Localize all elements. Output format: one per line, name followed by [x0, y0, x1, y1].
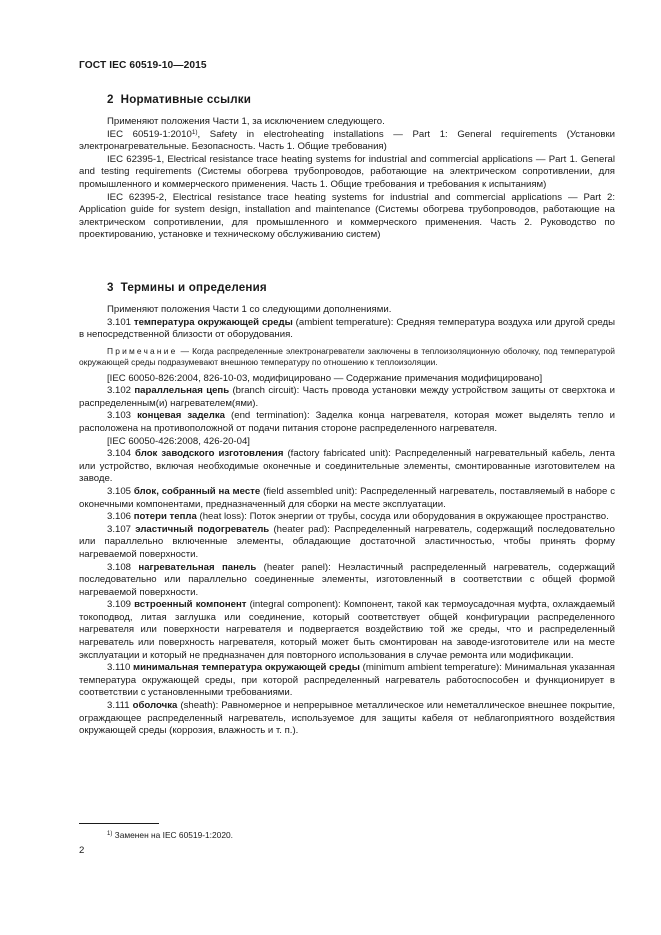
term-number: 3.102 — [107, 385, 132, 397]
term-3-105 — [79, 486, 615, 511]
term-title: минимальная температура окружающей среды — [133, 662, 360, 674]
term-definition: (end termination): Заделка конца нагревателя, которая может выделять тепло и расположена на противоположной от подачи питания стороне распределенного нагревателя. — [79, 410, 616, 434]
section-2-ref-62395-2: IEC 62395-2, Electrical resistance trace heating systems for industrial and commercial applications — Part 2: Application guide for system design, installation and maintenance (Системы обогрева трубопроводов, работающие на электрическом сопротивлении, для промышленного и коммерческого применения. Часть 2. Руководство по проектированию, установке и техническому обслуживанию систем) — [79, 191, 615, 241]
term-definition: (sheath): Равномерное и непрерывное металлическое или неметаллическое внешнее покрытие, ограждающее распределенный нагреватель, используемое для защиты кабеля от неблагоприятного воздействия окружающей среды (коррозия, влажность и т. п.). — [79, 700, 615, 737]
term-title: эластичный подогреватель — [135, 523, 270, 535]
term-definition: (heat loss): Поток энергии от трубы, сосуда или оборудования в окружающее пространство. — [196, 511, 609, 523]
term-3-110 — [79, 662, 615, 700]
section-2-heading — [107, 93, 615, 106]
term-3-101 — [79, 317, 615, 342]
section-2-number: 2 — [107, 93, 114, 106]
footnote — [107, 830, 233, 840]
term-definition: (field assembled unit): Распределенный нагреватель, поставляемый в наборе с оконечными компонентами, предназначенный для сборки на месте эксплуатации. — [79, 485, 615, 510]
section-3-heading — [107, 281, 615, 294]
term-title: блок заводского изготовления — [135, 448, 284, 460]
term-number: 3.103 — [107, 410, 132, 422]
section-2-intro: Применяют положения Части 1, за исключением следующего. — [107, 116, 385, 127]
term-3-106 — [79, 511, 615, 524]
term-number: 3.101 — [107, 316, 132, 328]
term-title: блок, собранный на месте — [133, 485, 261, 497]
term-title: оболочка — [132, 700, 178, 712]
term-3-104 — [79, 448, 615, 486]
term-number: 3.107 — [107, 523, 132, 535]
section-2-title: Нормативные ссылки — [120, 93, 252, 106]
term-number: 3.110 — [107, 662, 131, 674]
term-title: потери тепла — [133, 511, 197, 523]
term-title: нагревательная панель — [138, 561, 257, 573]
document-header: ГОСТ IEC 60519-10—2015 — [79, 60, 207, 71]
section-2-ref-60519 — [79, 129, 615, 154]
term-number: 3.106 — [107, 511, 132, 523]
term-3-101-source: [IEC 60050-826:2004, 826-10-03, модифицировано — Содержание примечания модифицировано] — [107, 372, 543, 384]
section-3-number: 3 — [107, 281, 114, 294]
term-definition: (integral component): Компонент, такой как термоусадочная муфта, охлаждаемый токоподвод, литая заглушка или соединение, который соответствует общей конфигурации распределенного нагревателя или поверхности нагревателя и подвергается воздействию той же среды, что и распределенный нагреватель или поверхность нагревателя, который может быть смонтирован на заводе-изготовителе или на месте эксплуатации и который не предназначен для повторного использования в случае ремонта или модификации. — [79, 599, 615, 661]
term-definition: (heater pad): Распределенный нагреватель, содержащий последовательно или параллельно включенные элементы, обладающие достаточной эластичностью, чтобы принять форму нагреваемой поверхности. — [79, 523, 615, 560]
term-number: 3.104 — [107, 448, 132, 460]
term-definition: (heater panel): Неэластичный распределенный нагреватель, содержащий последовательно или параллельно соединенные элементы, изготовленный в соответствии с общей формой нагреваемой поверхности. — [79, 561, 616, 598]
footnote-text: Заменен на IEC 60519-1:2020. — [114, 830, 233, 840]
page-number: 2 — [79, 845, 85, 856]
term-definition: (factory fabricated unit): Распределенный нагревательный кабель, лента или устройство, включая необходимые оконечные и соединительные элементы, смонтированные изготовителем на заводе. — [79, 448, 615, 485]
section-3-title: Термины и определения — [120, 281, 267, 294]
section-2-ref-62395-1: IEC 62395-1, Electrical resistance trace heating systems for industrial and commercial applications — Part 1. General and testing requirements (Системы обогрева трубопроводов, работающие на электрическом сопротивлении, для промышленного и коммерческого применения. Часть 1. Общие требования и требования к испытаниям) — [79, 153, 615, 190]
term-3-102 — [79, 385, 615, 410]
term-3-101-note — [79, 346, 615, 369]
footnote-mark: 1) — [107, 831, 113, 837]
ref-text: , Safety in electroheating installations — Part 1: General requirements (Установки электронагревательные. Безопасность. Часть 1. Общие требования) — [79, 128, 616, 153]
section-3-intro: Применяют положения Части 1 со следующими дополнениями. — [107, 304, 392, 315]
term-title: концевая заделка — [137, 410, 226, 422]
term-3-103-source: [IEC 60050-426:2008, 426-20-04] — [107, 435, 250, 447]
term-3-108 — [79, 562, 615, 600]
term-3-107 — [79, 524, 615, 562]
term-title: температура окружающей среды — [133, 316, 293, 328]
term-definition: (ambient temperature): Средняя температура воздуха или другой среды в непосредственной близости от оборудования. — [79, 316, 615, 341]
term-number: 3.105 — [107, 485, 132, 497]
term-number: 3.111 — [107, 700, 130, 712]
term-title: параллельная цепь — [134, 385, 230, 397]
term-3-109 — [79, 599, 615, 662]
section-normative-references — [79, 93, 615, 242]
term-title: встроенный компонент — [134, 599, 247, 611]
ref-code: IEC 60519-1:2010 — [107, 128, 192, 140]
section-terms-definitions — [79, 281, 615, 738]
note-text: — Когда распределенные электронагреватели заключены в теплоизоляционную оболочку, под температурой окружающей среды подразумевают внешнюю температуру по отношению к теплоизоляции. — [79, 345, 615, 368]
term-definition: (branch circuit): Часть провода установки между устройством защиты от сверхтока и распределенным(и) нагревателем(ями). — [79, 385, 615, 409]
term-number: 3.109 — [107, 599, 132, 611]
term-number: 3.108 — [107, 561, 132, 573]
note-label: Примечание — [107, 345, 178, 356]
term-definition: (minimum ambient temperature): Минимальная указанная температура окружающей среды, при которой распределенный нагреватель работоспособен и функционирует в соответствии с установленными требованиями. — [79, 662, 615, 699]
footnote-mark: 1) — [191, 128, 198, 136]
term-3-103 — [79, 410, 615, 435]
footnote-divider — [79, 823, 159, 824]
term-3-111 — [79, 700, 615, 738]
